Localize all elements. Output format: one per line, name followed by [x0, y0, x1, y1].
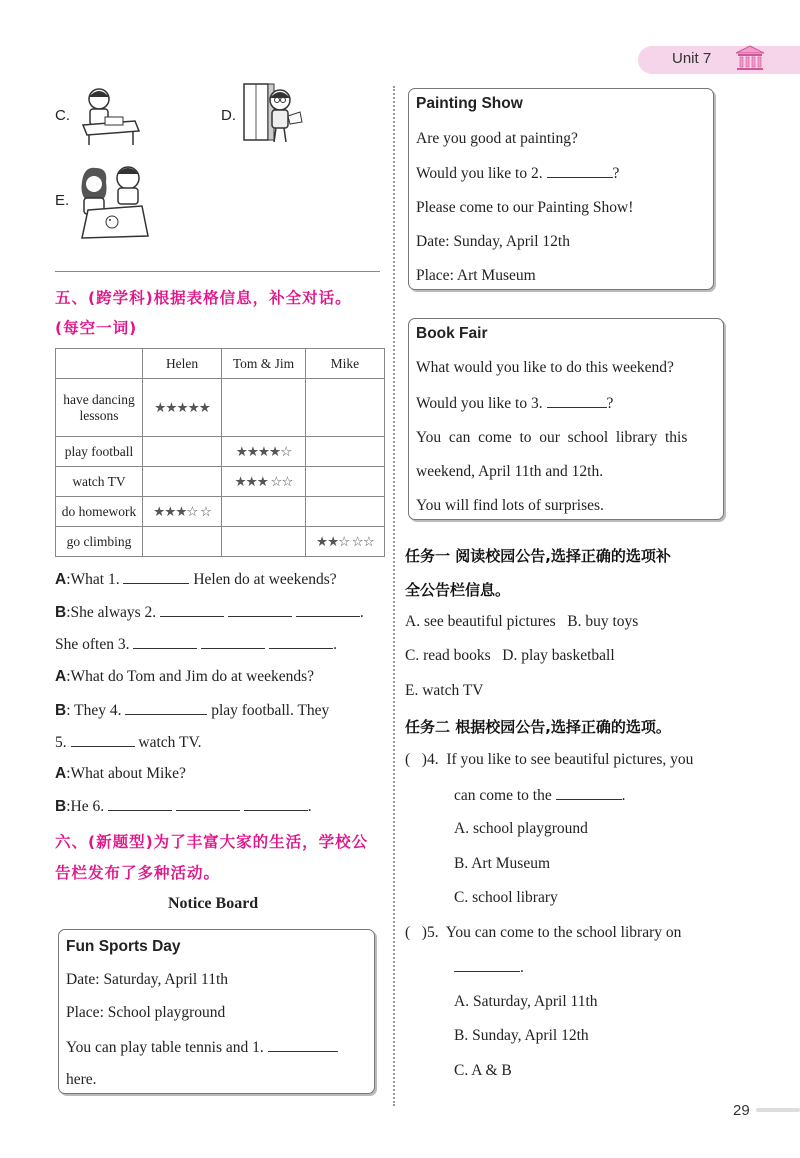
question-text: .: [520, 959, 524, 976]
card-line: [416, 164, 619, 183]
answer-blank-2c[interactable]: [296, 603, 360, 617]
card-line: You can come to our school library this: [416, 429, 688, 446]
dialogue-line-1: [55, 570, 337, 589]
speaker-label: A: [55, 765, 67, 782]
task1-options-e: E. watch TV: [405, 682, 484, 699]
activity-cell: watch TV: [56, 467, 143, 497]
dialogue-text: play football. They: [207, 702, 330, 719]
card-line: weekend, April 11th and 12th.: [416, 463, 604, 480]
preferences-table: [55, 348, 385, 557]
task1-options-ab: A. see beautiful pictures B. buy toys: [405, 613, 639, 630]
boy-reading-illustration: [75, 85, 143, 147]
dialogue-line-2: B:She always 2. .: [55, 604, 364, 621]
answer-blank-2a[interactable]: [160, 603, 224, 617]
section5-heading: 五、(跨学科)根据表格信息，补全对话。: [55, 289, 352, 307]
notice-card-sports-day: [58, 929, 375, 1094]
dialogue-line-4: [55, 668, 314, 686]
section6-subheading: 告栏发布了多种活动。: [55, 864, 221, 882]
card-line: You will find lots of surprises.: [416, 497, 604, 514]
answer-blank-3a[interactable]: [133, 635, 197, 649]
task1-heading: 任务一 阅读校园公告,选择正确的选项补: [405, 547, 671, 565]
table-row: [56, 527, 385, 557]
dialogue-text: :What about Mike?: [66, 765, 186, 782]
page-bar-decoration: [756, 1108, 800, 1112]
card-line: Place: School playground: [66, 1004, 226, 1021]
rating-cell: [222, 379, 306, 437]
notice-blank-3[interactable]: [547, 394, 607, 408]
activity-cell: do homework: [56, 497, 143, 527]
dialogue-text: 5.: [55, 734, 67, 751]
answer-blank-6c[interactable]: [244, 797, 308, 811]
notice-card-painting-show: [408, 88, 714, 290]
children-painting-illustration: [72, 160, 154, 240]
speaker-label: A: [55, 571, 67, 588]
speaker-label: B: [55, 702, 67, 719]
answer-blank-2b[interactable]: [228, 603, 292, 617]
dialogue-line-5: [55, 701, 329, 720]
question-text: can come to the: [454, 787, 552, 804]
unit-title: Unit 7: [672, 50, 712, 67]
dialogue-line-3: She often 3. .: [55, 636, 337, 653]
dialogue-line-7: [55, 765, 186, 783]
q5-option-c[interactable]: C. A & B: [454, 1062, 512, 1079]
dialogue-text: Helen do at weekends?: [189, 571, 337, 588]
question-5-continued: [454, 958, 524, 977]
picture-label-e: E.: [55, 192, 70, 209]
dialogue-text: :He 6.: [66, 798, 105, 815]
task1-options-cd: C. read books D. play basketball: [405, 647, 615, 664]
boy-at-door-illustration: [240, 82, 310, 148]
table-header-cell: Tom & Jim: [222, 349, 306, 379]
card-line: Place: Art Museum: [416, 267, 536, 284]
card-line: [66, 1038, 338, 1057]
notice-board-title: Notice Board: [168, 895, 259, 912]
notice-blank-1[interactable]: [268, 1038, 338, 1052]
card-title: Book Fair: [416, 325, 488, 342]
card-line-text: ?: [606, 395, 614, 412]
rating-cell: ★★★☆ ☆: [143, 497, 222, 527]
answer-blank-4[interactable]: [125, 701, 207, 715]
dialogue-text: watch TV.: [134, 734, 202, 751]
question-4: ( )4. If you like to see beautiful pictures, you: [405, 751, 694, 768]
rating-cell: [143, 437, 222, 467]
card-line-text: Would you like to 3.: [416, 395, 543, 412]
column-divider: [393, 86, 395, 1106]
answer-blank-3c[interactable]: [269, 635, 333, 649]
rating-cell: [305, 497, 384, 527]
table-header-cell: Helen: [143, 349, 222, 379]
dialogue-text: She often 3.: [55, 636, 130, 653]
notice-card-book-fair: [408, 318, 724, 520]
unit-tab: [638, 46, 800, 74]
answer-blank-6a[interactable]: [108, 797, 172, 811]
question-4-continued: [454, 786, 625, 805]
question-5: ( )5. You can come to the school library on: [405, 924, 682, 941]
card-title: Fun Sports Day: [66, 938, 181, 955]
speaker-label: A: [55, 668, 67, 685]
dialogue-line-8: B:He 6. .: [55, 798, 312, 815]
rating-cell: [143, 467, 222, 497]
rating-cell: [305, 467, 384, 497]
rating-cell: ★★★★☆: [222, 437, 306, 467]
task1-subheading: 全公告栏信息。: [405, 581, 511, 599]
section6-heading: 六、(新题型)为了丰富大家的生活，学校公: [55, 833, 369, 851]
table-header-cell: Mike: [305, 349, 384, 379]
rating-cell: [222, 497, 306, 527]
dialogue-line-6: [55, 733, 202, 752]
q4-option-b[interactable]: B. Art Museum: [454, 855, 551, 872]
card-line: What would you like to do this weekend?: [416, 359, 674, 376]
activity-cell: have dancing lessons: [56, 379, 143, 437]
picture-label-d: D.: [221, 107, 236, 124]
answer-blank-6b[interactable]: [176, 797, 240, 811]
speaker-label: B: [55, 798, 67, 815]
table-header-row: [56, 349, 385, 379]
rating-cell: [222, 527, 306, 557]
rating-cell: [143, 527, 222, 557]
answer-blank-1[interactable]: [123, 570, 189, 584]
table-row: [56, 467, 385, 497]
section5-subheading: (每空一词): [55, 319, 138, 337]
section-divider: [55, 271, 380, 272]
speaker-label: B: [55, 604, 67, 621]
card-line: here.: [66, 1071, 97, 1088]
rating-cell: ★★☆ ☆☆: [305, 527, 384, 557]
card-line: Are you good at painting?: [416, 130, 578, 147]
answer-blank-5[interactable]: [71, 733, 135, 747]
notice-blank-2[interactable]: [547, 164, 613, 178]
q5-option-b[interactable]: B. Sunday, April 12th: [454, 1027, 589, 1044]
card-line: [416, 394, 613, 413]
rating-cell: [305, 437, 384, 467]
dialogue-text: : They 4.: [66, 702, 122, 719]
card-line: Date: Sunday, April 12th: [416, 233, 570, 250]
card-line-text: ?: [612, 165, 620, 182]
dialogue-text: :What 1.: [66, 571, 120, 588]
table-row: [56, 437, 385, 467]
q4-option-c[interactable]: C. school library: [454, 889, 558, 906]
question-text: .: [621, 787, 626, 804]
activity-cell: play football: [56, 437, 143, 467]
card-title: Painting Show: [416, 95, 523, 112]
temple-icon: [734, 44, 766, 72]
table-row: [56, 497, 385, 527]
activity-cell: go climbing: [56, 527, 143, 557]
question-5-blank[interactable]: [454, 958, 520, 972]
rating-cell: ★★★ ☆☆: [222, 467, 306, 497]
card-line: Date: Saturday, April 11th: [66, 971, 229, 988]
table-header-cell: [56, 349, 143, 379]
q4-option-a[interactable]: A. school playground: [454, 820, 588, 837]
dialogue-text: :What do Tom and Jim do at weekends?: [66, 668, 315, 685]
page-number: 29: [733, 1102, 750, 1119]
card-line-text: You can play table tennis and 1.: [66, 1039, 264, 1056]
q5-option-a[interactable]: A. Saturday, April 11th: [454, 993, 598, 1010]
rating-cell: [305, 379, 384, 437]
picture-label-c: C.: [55, 107, 70, 124]
rating-cell: ★★★★★: [143, 379, 222, 437]
answer-blank-3b[interactable]: [201, 635, 265, 649]
question-4-blank[interactable]: [556, 786, 622, 800]
dialogue-text: :She always 2.: [66, 604, 157, 621]
card-line: Please come to our Painting Show!: [416, 199, 634, 216]
task2-heading: 任务二 根据校园公告,选择正确的选项。: [405, 718, 671, 736]
card-line-text: Would you like to 2.: [416, 165, 543, 182]
table-row: [56, 379, 385, 437]
